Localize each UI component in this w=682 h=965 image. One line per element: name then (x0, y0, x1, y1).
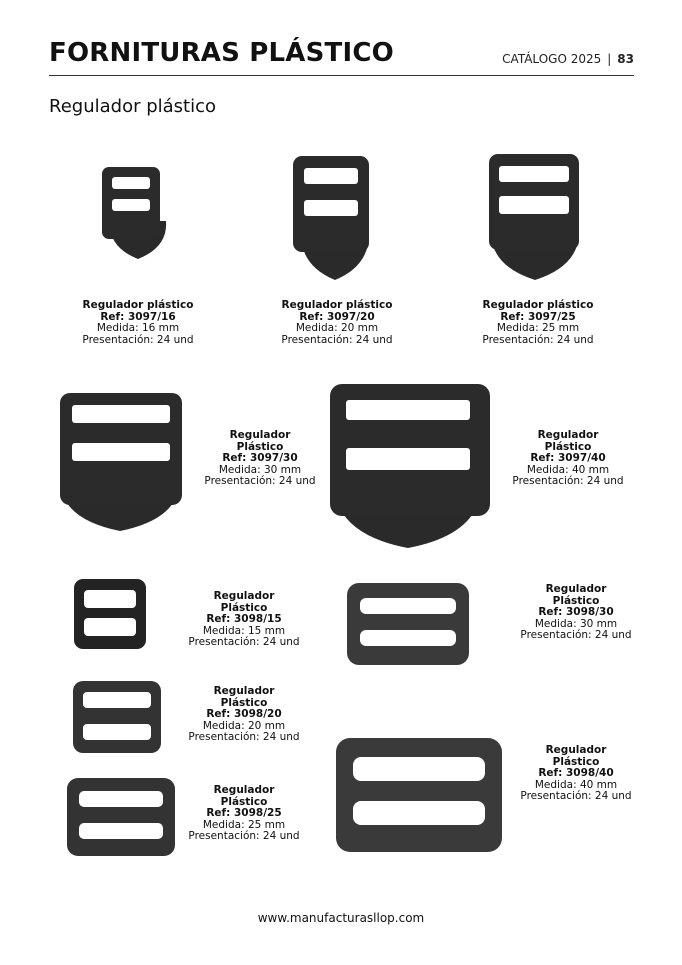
product-size: Medida: 30 mm (218, 463, 302, 476)
product-name: Regulador Plástico (213, 784, 275, 808)
header-divider (49, 75, 634, 76)
product-pack: Presentación: 24 und (82, 333, 194, 346)
product-caption (70, 300, 206, 346)
product-ref: Ref: 3097/20 (299, 310, 375, 323)
product-caption (269, 300, 405, 346)
page-number: 83 (617, 52, 634, 66)
buckle-image-3097-20 (291, 154, 373, 282)
buckle-image-3097-25 (487, 152, 583, 282)
product-caption (180, 591, 308, 649)
page-title: FORNITURAS PLÁSTICO (49, 38, 394, 68)
product-pack: Presentación: 24 und (188, 731, 300, 743)
product-ref: Ref: 3098/15 (206, 613, 282, 625)
slide-image-3098-40 (335, 737, 503, 853)
product-size: Medida: 25 mm (496, 322, 580, 334)
product-name: Regulador plástico (482, 299, 594, 311)
product-pack: Presentación: 24 und (520, 790, 632, 802)
product-size: Medida: 15 mm (202, 624, 286, 637)
product-pack: Presentación: 24 und (520, 629, 632, 641)
slide-image-3098-30 (346, 582, 470, 666)
product-size: Medida: 20 mm (202, 719, 286, 732)
product-caption (196, 430, 324, 488)
catalog-label: CATÁLOGO 2025 (502, 52, 602, 66)
catalog-info (502, 52, 634, 66)
product-size: Medida: 30 mm (534, 617, 618, 630)
product-pack: Presentación: 24 und (512, 475, 624, 487)
buckle-image-3097-30 (58, 391, 184, 533)
slide-image-3098-25 (66, 777, 176, 857)
product-ref: Ref: 3098/30 (538, 606, 614, 618)
product-caption (180, 686, 308, 744)
product-size: Medida: 40 mm (526, 463, 610, 476)
product-pack: Presentación: 24 und (188, 636, 300, 648)
product-size: Medida: 40 mm (534, 778, 618, 791)
slide-image-3098-20 (72, 680, 162, 754)
product-caption (470, 300, 606, 346)
product-name: Regulador Plástico (213, 590, 275, 614)
section-title: Regulador plástico (49, 96, 217, 117)
product-name: Regulador Plástico (229, 429, 291, 453)
product-ref: Ref: 3098/25 (206, 807, 282, 819)
header-separator: | (607, 52, 612, 66)
product-name: Regulador Plástico (545, 744, 607, 768)
product-pack: Presentación: 24 und (204, 475, 316, 487)
buckle-image-3097-16 (100, 165, 170, 261)
slide-image-3098-15 (73, 578, 147, 650)
product-name: Regulador Plástico (545, 583, 607, 607)
product-ref: Ref: 3097/40 (530, 452, 606, 464)
product-ref: Ref: 3098/20 (206, 708, 282, 720)
product-caption (512, 745, 640, 803)
product-size: Medida: 25 mm (202, 818, 286, 831)
product-caption (512, 584, 640, 642)
product-pack: Presentación: 24 und (281, 333, 393, 346)
product-name: Regulador Plástico (213, 685, 275, 709)
product-ref: Ref: 3097/25 (500, 310, 576, 323)
product-caption (504, 430, 632, 488)
footer-url[interactable]: www.manufacturasllop.com (257, 911, 425, 925)
product-ref: Ref: 3098/40 (538, 767, 614, 779)
product-caption (180, 785, 308, 843)
product-name: Regulador plástico (281, 299, 393, 311)
product-pack: Presentación: 24 und (188, 830, 300, 842)
product-size: Medida: 16 mm (96, 322, 180, 334)
product-name: Regulador plástico (82, 299, 194, 311)
buckle-image-3097-40 (328, 382, 492, 550)
product-pack: Presentación: 24 und (482, 333, 594, 346)
product-ref: Ref: 3097/16 (100, 310, 176, 323)
product-size: Medida: 20 mm (295, 322, 379, 334)
product-name: Regulador Plástico (537, 429, 599, 453)
product-ref: Ref: 3097/30 (222, 452, 298, 464)
